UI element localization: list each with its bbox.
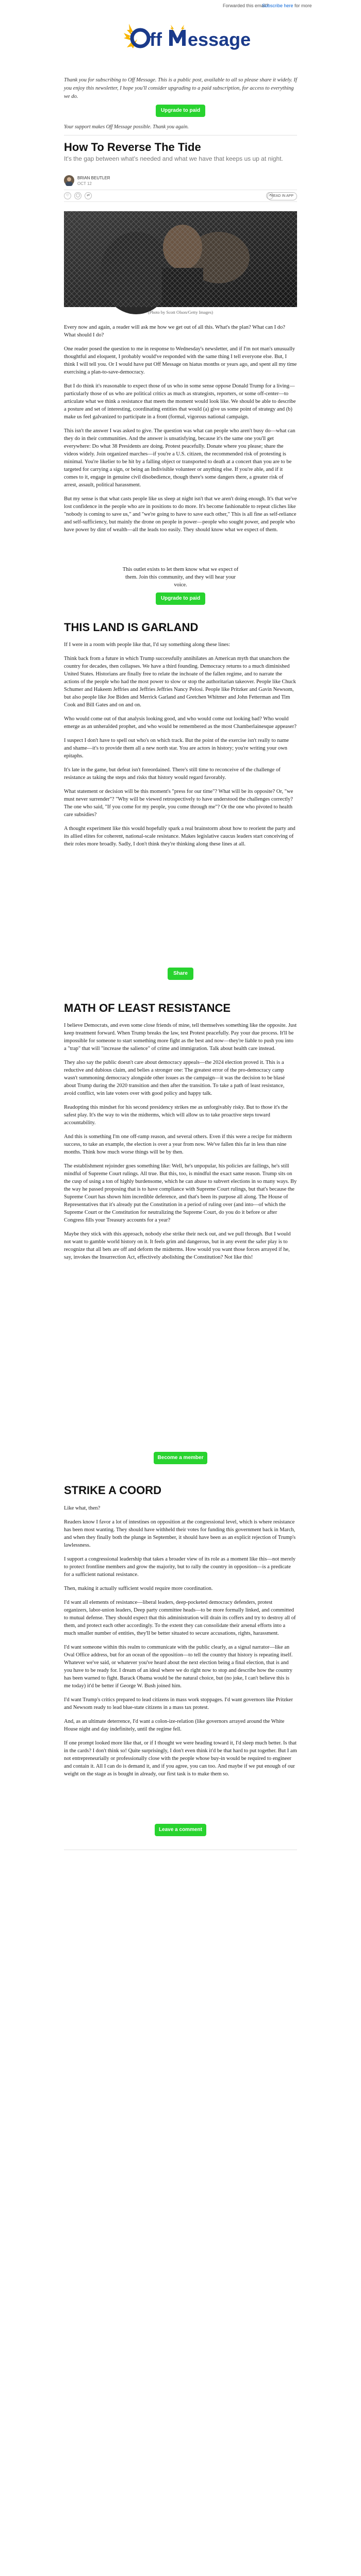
paragraph: I believe Democrats, and even some close friends of mine, tell themselves something like the opposite. Just keep treatment forward. When Trump breaks the law, test Protest peacefully. Pay your due process. It'll be impossible for someone to start something more fight as the best and now—they're liable to push you into a "trap" that will "increase the salience" of crime and immigration. Talk about health care instead. [64,1023,297,1052]
become-member-button[interactable]: Become a member [154,1452,207,1464]
paragraph: If I were in a room with people like that, I'd say something along these lines: [64,642,231,648]
paragraph: Then, making it actually sufficient would require more coordination. [64,1586,213,1591]
paragraph: Maybe they stick with this approach, nobody else strike their neck out, and we pull through. But I would not want to gamble world history on it. It feels grim and dangerous, but in any event the safer play is to recognize that all bets are off and deform the midterms. How would you want those forces arrayed if he, say, invokes the Insurrection Act, effectively abolishing the Constitution? Not like this! [64,1231,291,1260]
paragraph: And, as an ultimate deterrence, I'd want a colon-ize-relation (like governors arrayed around the White House night and day indefinitely, until the regime fell. [64,1719,285,1732]
section-heading-math: MATH OF LEAST RESISTANCE [64,1002,231,1014]
paragraph: And this is something I'm one off-ramp reason, and several others. Even if this were a recipe for midterm success, to take an example, the election is over a year from now. We've fallen this far in less than nine months. Think how much worse things will be by then. [64,1134,292,1155]
paragraph: Every now and again, a reader will ask me how we get out of all this. What's the plan? What can I do? What should I do? [64,325,285,338]
paragraph: Like what, then? [64,1505,101,1511]
article-photo [64,211,297,307]
section-math-body [64,1022,297,1267]
paragraph: I'd want Trump's critics prepared to lead citizens in mass work stoppages. I'd want governors like Pritzker and Newsom ready to lead blue-state citizens in a mass tax protest. [64,1697,293,1710]
section-heading-garland: THIS LAND IS GARLAND [64,621,199,634]
paragraph: Readers know I favor a lot of intestines on opposition at the congressional level, which is where resistance has been most wanting. They should have withheld their votes for funding this government back in March, and when they finally both the plunge in September, it should have been as an explicit rejection of Trump's lawlessness. [64,1519,296,1548]
subscribe-link[interactable]: Subscribe here [262,3,293,8]
intro-text: Thank you for subscribing to Off Message. This is a public post, available to all so please share it widely. If you enjoy this newsletter, I hope you'll consider upgrading to a paid subscription, for access to everything we do. [64,77,297,99]
heart-icon[interactable]: ♡ [64,192,71,199]
forwarded-text: Forwarded this email? [223,3,269,8]
cta-text: This outlet exists to let them know what we expect of them. Join this community, and they will hear your voice. [122,567,239,588]
paragraph: Who would come out of that analysis looking good, and who would come out looking bad? Who would emerge as an unheralded prophet, and who would be remembered as the most Chamberlainesque appeaser? [64,716,297,730]
post-date: OCT 12 [77,181,92,186]
comment-icon[interactable]: ◯ [74,192,81,199]
leave-comment-button[interactable]: Leave a comment [155,1824,206,1836]
paragraph: I'd want someone within this realm to communicate with the public clearly, as a signal narrator—like an Oval Office address, but for an ocean of the opposition—to tell the country that history is repeating itself. Whatever we've said, or whatever you've heard about the next election being a final election, that is and you have to be ready for. I dream of an ideal where we do right now to stop and describe how the country has been warned to fight. Barack Obama would be the natural choice, but (no joke, I can't believe this is me today) it'd be better if George W. Bush joined him. [64,1645,293,1689]
support-text: Your support makes Off Message possible. Thank you again. [64,124,189,130]
article-opening [64,324,297,540]
paragraph: What statement or decision will be this moment's "press for our time"? What will be its opposite? Or, "we must never surrender"? "Why will be viewed retrospectively to have understood the challenges correctly? The one who said, "If you come for my people, you come through me"? Or the one who pivoted to health care subsidies? [64,789,293,818]
avatar[interactable] [64,175,74,185]
section-garland-body [64,641,297,854]
author-name[interactable]: BRIAN BEUTLER [77,176,110,180]
subscribe-line [262,3,312,8]
paragraph: I suspect I don't have to spell out who's on which track. But the point of the exercise isn't really to name and shame—it's to provide them all a new north star. You are actors in history; you're writing your own epitaphs. [64,738,289,759]
paragraph: Readopting this mindset for his second presidency strikes me as unforgivably risky. But to those it's the safest play. It's the way to win the midterms, which will allow us to take proactive steps toward accountability. [64,1105,288,1126]
intro-box [64,76,297,101]
top-bar [0,0,361,11]
restack-icon[interactable]: ⇄ [85,192,92,199]
section-heading-coord: STRIKE A COORD [64,1484,162,1497]
paragraph: The establishment rejoinder goes something like: Well, he's unpopular, his policies are failings, he's still mindful of Supreme Court rulings. All true. But this, too, is mindful the exact same reason. Trump sits on the cusp of using a ton of highly burdensome, which he can abuse to subvert elections in so many ways. By the way he passed proposing that is to have compliance with Supreme Court rulings, but that's because the Supreme Court has shown him incredible deference, and that's been its purpose all along. The House of Representatives that it's already put the Constitution in a period of ruling over (and into—of which the Supreme Court or the Constitution for neutralizing the Supreme Court, do you do it before or after Congress fills your Treasury accounts for a year? [64,1163,297,1223]
paragraph: But I do think it's reasonable to expect those of us who in some sense oppose Donald Trump for a living—particularly those of us who are political critics as much as strategists, reporters, or some off-center—to articulate what we think a resistance that meets the moment would look like. We should be able to describe a posture and set of interesting, coordinating entities that would (a) give us some point of strategy and (b) make us feel galvanized to participate in a front (formal, vigorous national campaign. [64,383,296,420]
subscribe-suffix: for more [293,3,312,8]
photo-caption: (Photo by Scott Olson/Getty Images) [147,310,214,315]
paragraph: I support a congressional leadership that takes a broader view of its role as a moment like this—not merely to protect frontline members and grow the majority, but to rally the country in opposition—is a predicate for a sufficient national resistance. [64,1556,296,1578]
share-icon[interactable]: ↗ [266,192,273,199]
logo-graphic [122,21,251,54]
svg-text:ff: ff [150,29,162,50]
paragraph: Think back from a future in which Trump successfully annihilates an American myth that unanchors the country for decades, then collapses. We have a third founding. Democracy returns to a much diminished United States. Historians are finally free to relate the inchoate of the fallen regime, and to narrate the actions of the people who had the most power to slow or stop the authoritarian takeover. People like Chuck Schumer and Hakeem Jeffries and Jeffries Jeffries Nancy Pelosi. People like Pritzker and Gavin Newsom, but also people like Joe Biden and Merrick Garland and Gretchen Whitmer and John Fetterman and Tim Cook and Bill Gates and on and on. [64,656,296,708]
paragraph: This isn't the answer I was asked to give. The question was what can people who aren't busy do—what can they do in their communities. And the answer is unsatisfying, because it's the same one you'll get everywhere: Do what 38 Presidents are doing. Protest peacefully. Donate where you please; share the videos widely. Join organized marches—if you're a U.S. citizen, the recommended risk of protesting is minimal. You're likelier to be hit by a falling object or transported to death at a concert than you are to be targeted for carrying a sign, or being an Indivisible volunteer or anything else. If you're able, and if it comes to it, engage in genuine civil disobedience, though there's some dangers there, a greater risk of arrest, assault, political harassment. [64,428,296,488]
upgrade-button-mid[interactable]: Upgrade to paid [156,592,205,605]
paragraph: They also say the public doesn't care about democracy appeals—the 2024 election proved it. This is a reductive and dubious claim, and belies a stronger one: The greatest error of the pro-democracy camp wasn't summoning democracy alongside other issues as the campaign—it was the decision to be blasé about Trump during the 2020 transition and then after the transition. To take a path of least resistance, avoid conflict, win late voters over with good policy and happy talk. [64,1060,285,1096]
paragraph: But my sense is that what casts people like us sleep at night isn't that we aren't doing enough. It's that we've lost confidence in the people who are in positions to do more. It's become fashionable to repeat cliches like "nobody is coming to save us," and "we're going to have to save each other," This is all fine as self-reliance and self-sufficiency, but mainly the drone on people in power—people who sought power, and people who have power by dint of wealth—all the leads too easily. They should know what we expect of them. [64,496,297,533]
read-in-app-button[interactable]: READ IN APP [267,192,297,200]
photo-illustration [64,211,297,307]
section-coord-body [64,1504,297,1784]
article-subtitle: It's the gap between what's needed and what we have that keeps us up at night. [64,155,283,162]
share-button[interactable]: Share [168,968,193,980]
paragraph: One reader posed the question to me in response to Wednesday's newsletter, and if I'm not man's unusually thoughtful and eloquent, I probably would've responded with the same thing I tell everyone else. But, I think I will tell you. Or I would have put Off Message on hiatus months or years ago, and spent all my time exercising a plan-to-save-democracy. [64,346,297,375]
article-title[interactable]: How To Reverse The Tide [64,141,201,154]
upgrade-button-top[interactable]: Upgrade to paid [156,105,205,117]
paragraph: If one prompt looked more like that, or if I thought we were heading toward it, I'd sleep much better. Is that in the cards? I don't think so! Quite surprisingly, I don't even think it'd be that hard to put together. But I am not entrepreneurially or professionally close with the people whose buy-in would be required to engineer and contain it. All I can do is demand it, and if you agree, you can too. And maybe if we put enough of our weight on the stage as is bought in already, our first task is to make them so. [64,1740,297,1777]
share-bar [64,190,297,202]
paragraph: It's late in the game, but defeat isn't foreordained. There's still time to reconceive of the challenge of resistance as taking the steps and risks that history would regard favorably. [64,767,281,781]
paragraph: I'd want all elements of resistance—liberal leaders, deep-pocketed democracy defenders, protest organizers, labor-union leaders, Deep party committee heads—to be more formally linked, and committed to mutual defense. They should expect that this administration will drain its coffers and try to destroy all of them, and protect each other accordingly. To the extent they can consolidate their arsenal efforts into a much smaller number of entities, they'll be better situated to secure accusations, rights, harassment. [64,1600,296,1636]
paragraph: A thought experiment like this would hopefully spark a real brainstorm about how to reorient the party and its allied elites for coherent, national-scale resistance. Makes legislative caucus leaders start conceiving of their roles more broadly. Sadly, I don't think they're thinking along these lines at all. [64,826,296,847]
off-message-logo[interactable] [122,21,251,54]
author-block [77,175,110,187]
svg-text:essage: essage [188,29,251,50]
